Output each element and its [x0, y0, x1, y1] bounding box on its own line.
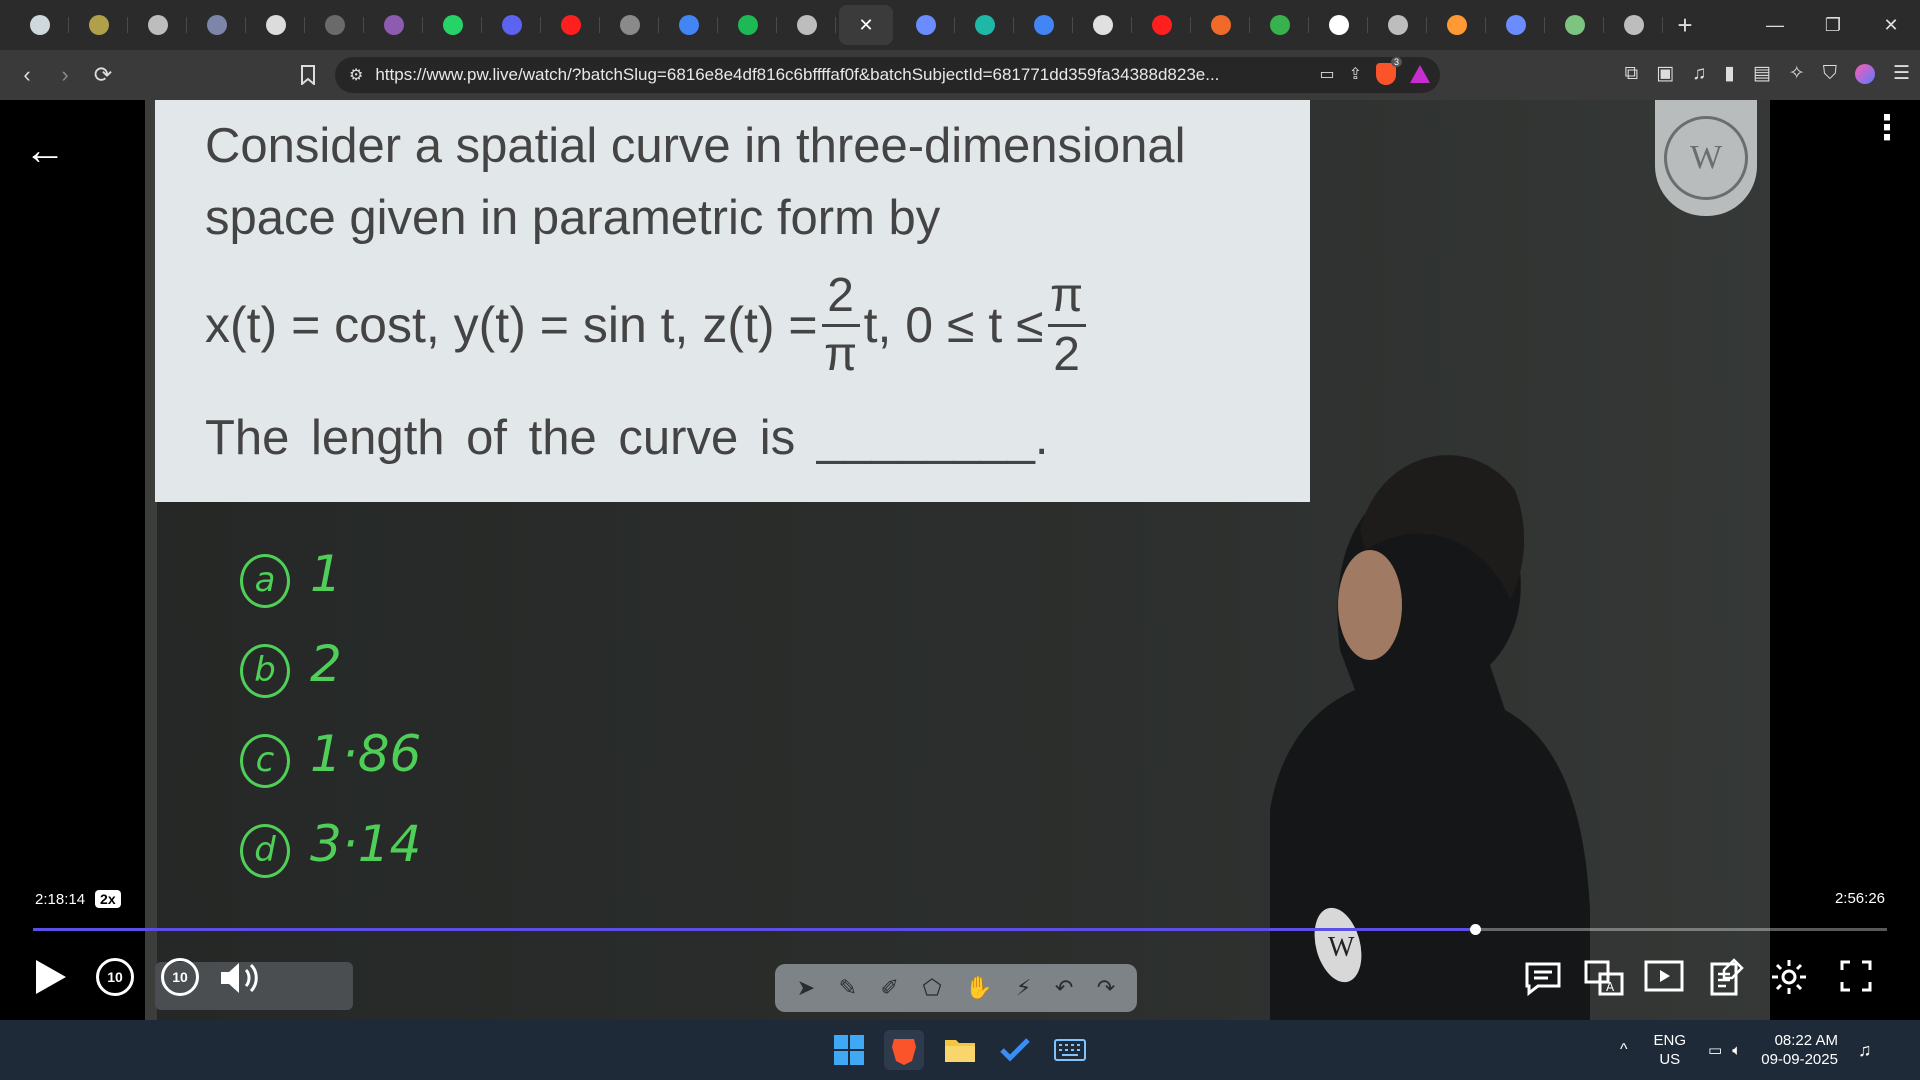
browser-tab[interactable] — [1309, 5, 1368, 45]
fullscreen-icon[interactable] — [1840, 960, 1872, 992]
browser-tab[interactable] — [1604, 5, 1663, 45]
question-line-2: space given in parametric form by — [205, 191, 941, 245]
browser-tab[interactable] — [423, 5, 482, 45]
url-text: https://www.pw.live/watch/?batchSlug=6816e8e4df816c6bffffaf0f&batchSubjectId=681771dd359fa34388d823e... — [375, 65, 1220, 84]
globe-icon — [797, 15, 817, 35]
equation-part-1: x(t) = cost, y(t) = sin t, z(t) = — [205, 297, 818, 353]
show-hidden-icons[interactable]: ^ — [1620, 1041, 1628, 1058]
clock-time: 08:22 AM — [1774, 1032, 1838, 1049]
reader-icon[interactable]: ▣ — [1656, 63, 1675, 84]
duration: 2:56:26 — [1834, 890, 1885, 907]
option-c — [240, 725, 421, 788]
restore-button[interactable]: ❐ — [1824, 14, 1842, 35]
youtube-icon — [561, 15, 581, 35]
shields-badge: 3 — [1391, 57, 1402, 67]
orange-globe-icon — [1211, 15, 1231, 35]
clock-date: 09-09-2025 — [1761, 1051, 1838, 1068]
play-icon[interactable] — [34, 958, 68, 996]
back-icon[interactable]: ‹ — [23, 62, 31, 87]
minimize-button[interactable]: — — [1766, 14, 1784, 35]
svg-text:W: W — [1328, 932, 1355, 963]
rewind-10-icon[interactable]: 10 — [96, 958, 134, 996]
green-circle-icon — [1565, 15, 1585, 35]
keyboard-app-icon[interactable] — [1050, 1030, 1090, 1070]
volume-icon[interactable] — [218, 958, 264, 998]
file-explorer-icon[interactable] — [940, 1030, 980, 1070]
progress-bar[interactable] — [33, 928, 1887, 931]
fraction-pi-over-2 — [1048, 268, 1086, 383]
forward-10-icon[interactable]: 10 — [161, 958, 199, 996]
windows-taskbar — [0, 1020, 1920, 1080]
bookmark-app-icon — [502, 15, 522, 35]
option-letter: a — [240, 554, 290, 608]
teacher-figure — [1270, 390, 1600, 1020]
gemini-icon — [1506, 15, 1526, 35]
site-icon — [207, 15, 227, 35]
wiki-w-icon — [266, 15, 286, 35]
player-controls — [0, 948, 1920, 1008]
google-icon — [679, 15, 699, 35]
pw-logo — [1655, 100, 1757, 216]
close-tab-icon[interactable]: ✕ — [858, 14, 874, 35]
browser-tab[interactable] — [659, 5, 718, 45]
leo-ai-icon[interactable]: ✧ — [1788, 63, 1805, 84]
brave-taskbar-icon[interactable] — [884, 1030, 924, 1070]
browser-tab[interactable] — [364, 5, 423, 45]
player-back-arrow-icon[interactable]: ← — [24, 126, 66, 173]
language-indicator[interactable] — [1654, 1031, 1687, 1069]
playback-speed-badge[interactable]: 2x — [95, 890, 121, 908]
question-slide — [155, 100, 1310, 502]
fraction-denominator: π — [824, 327, 858, 381]
menu-icon[interactable]: ☰ — [1892, 63, 1910, 84]
browser-tab[interactable] — [246, 5, 305, 45]
browser-tab[interactable] — [482, 5, 541, 45]
network-icon[interactable]: ▭ — [1708, 1042, 1723, 1059]
brave-shields-icon[interactable] — [1376, 57, 1399, 85]
gemini-icon — [916, 15, 936, 35]
language-code: ENG — [1653, 1032, 1687, 1049]
tab-strip — [0, 0, 1920, 50]
browser-tab[interactable] — [1132, 5, 1191, 45]
progress-fill — [33, 928, 1475, 931]
share-icon[interactable]: ⇪ — [1348, 66, 1362, 83]
whatsapp-icon — [443, 15, 463, 35]
reload-icon[interactable]: ⟳ — [93, 62, 113, 87]
option-d — [240, 815, 421, 878]
fraction-2-over-pi — [822, 268, 860, 383]
pw-logo-text: W — [1664, 116, 1748, 200]
eclip-icon — [620, 15, 640, 35]
google-icon — [1034, 15, 1054, 35]
globe-icon — [1624, 15, 1644, 35]
extensions-icon[interactable]: ⧉ — [1624, 62, 1639, 84]
bookmark-icon[interactable] — [288, 56, 328, 94]
chatgpt-icon — [30, 15, 50, 35]
equation-part-2: t, 0 ≤ t ≤ — [863, 297, 1044, 353]
pen-tool-icon: ✎ — [838, 975, 858, 1000]
browser-tab[interactable] — [305, 5, 364, 45]
option-letter: d — [240, 824, 290, 878]
laser-tool-icon: ⚡ — [1015, 975, 1032, 1000]
sidebar-icon[interactable]: ▮ — [1724, 63, 1735, 84]
site-dark-icon — [325, 15, 345, 35]
browser-tab[interactable] — [1486, 5, 1545, 45]
browser-tab[interactable] — [777, 5, 836, 45]
browser-tab[interactable] — [839, 5, 893, 45]
browser-tab[interactable] — [1368, 5, 1427, 45]
browser-tab[interactable] — [10, 5, 69, 45]
pointer-tool-icon: ➤ — [796, 975, 816, 1000]
redo-icon: ↷ — [1096, 975, 1116, 1000]
hand-tool-icon: ✋ — [965, 975, 993, 1000]
option-value: 3·14 — [310, 815, 422, 873]
browser-tab[interactable] — [69, 5, 128, 45]
browser-tab[interactable] — [1545, 5, 1604, 45]
profile-avatar[interactable] — [1855, 64, 1875, 84]
picture-in-picture-icon[interactable] — [1644, 960, 1684, 994]
media-icon[interactable]: ♫ — [1692, 62, 1707, 84]
parametric-equation — [205, 260, 1090, 390]
fraction-denominator: 2 — [1053, 327, 1080, 381]
option-letter: c — [240, 734, 290, 788]
undo-icon: ↶ — [1054, 975, 1074, 1000]
globe-icon — [1388, 15, 1408, 35]
india-flag-icon — [1447, 15, 1467, 35]
monitor-icon — [1093, 15, 1113, 35]
openai-icon — [148, 15, 168, 35]
option-value: 2 — [310, 635, 342, 693]
perplexity-icon — [975, 15, 995, 35]
system-tray — [1620, 1020, 1871, 1080]
green-chart-icon — [1270, 15, 1290, 35]
settings-icon[interactable] — [1770, 958, 1808, 996]
option-a — [240, 545, 342, 608]
vpn-icon[interactable]: ⛉ — [1822, 62, 1837, 84]
option-letter: b — [240, 644, 290, 698]
coin-icon — [89, 15, 109, 35]
purple-site-icon — [384, 15, 404, 35]
svg-text:A: A — [1606, 980, 1615, 994]
wallet-icon[interactable]: ▤ — [1752, 63, 1771, 84]
video-player[interactable] — [0, 100, 1920, 1020]
fraction-numerator: π — [1049, 268, 1084, 322]
more-options-icon[interactable]: ⋮ — [1870, 109, 1904, 147]
current-time-group — [35, 890, 121, 908]
browser-tab[interactable] — [541, 5, 600, 45]
browser-tab[interactable] — [1427, 5, 1486, 45]
option-value: 1 — [310, 545, 342, 603]
browser-tab[interactable] — [1073, 5, 1132, 45]
spotify-icon — [738, 15, 758, 35]
cast-icon[interactable]: ▭ — [1319, 66, 1335, 83]
clock[interactable] — [1761, 1031, 1838, 1069]
start-icon[interactable] — [829, 1030, 869, 1070]
brave-rewards-icon[interactable] — [1410, 65, 1430, 83]
wiki-w-icon — [1329, 15, 1349, 35]
question-line-4: The length of the curve is ________. — [205, 411, 1049, 465]
question-line-1: Consider a spatial curve in three-dimensional — [205, 119, 1186, 173]
browser-tab[interactable] — [1191, 5, 1250, 45]
translate-icon[interactable] — [1584, 960, 1624, 996]
volume-tray-icon[interactable]: 🔈︎ — [1732, 1041, 1742, 1059]
browser-tab[interactable] — [896, 5, 955, 45]
browser-tab[interactable] — [1014, 5, 1073, 45]
forward-icon[interactable]: › — [61, 62, 69, 87]
window-controls — [1746, 0, 1920, 50]
todo-icon[interactable] — [995, 1030, 1035, 1070]
browser-tab[interactable] — [1250, 5, 1309, 45]
browser-tab[interactable] — [955, 5, 1014, 45]
browser-tab[interactable] — [600, 5, 659, 45]
current-time: 2:18:14 — [35, 890, 86, 908]
browser-tab[interactable] — [128, 5, 187, 45]
address-bar[interactable] — [335, 57, 1440, 93]
option-b — [240, 635, 342, 698]
new-tab-icon[interactable]: + — [1677, 9, 1693, 40]
youtube-icon — [1152, 15, 1172, 35]
chat-icon[interactable] — [1524, 960, 1562, 996]
fraction-numerator: 2 — [827, 268, 854, 322]
notifications-bell-icon[interactable]: ♫ — [1857, 1039, 1872, 1060]
close-window-button[interactable]: ✕ — [1883, 14, 1899, 35]
browser-tab[interactable] — [718, 5, 777, 45]
option-value: 1·86 — [310, 725, 422, 783]
notes-icon[interactable] — [1710, 958, 1744, 996]
navigation-bar — [0, 50, 1920, 100]
site-settings-icon[interactable]: ⚙ — [349, 67, 364, 84]
marker-tool-icon: ✐ — [880, 975, 899, 1000]
browser-tab[interactable] — [187, 5, 246, 45]
region-code: US — [1659, 1051, 1681, 1068]
shape-tool-icon: ⬠ — [922, 975, 942, 1000]
